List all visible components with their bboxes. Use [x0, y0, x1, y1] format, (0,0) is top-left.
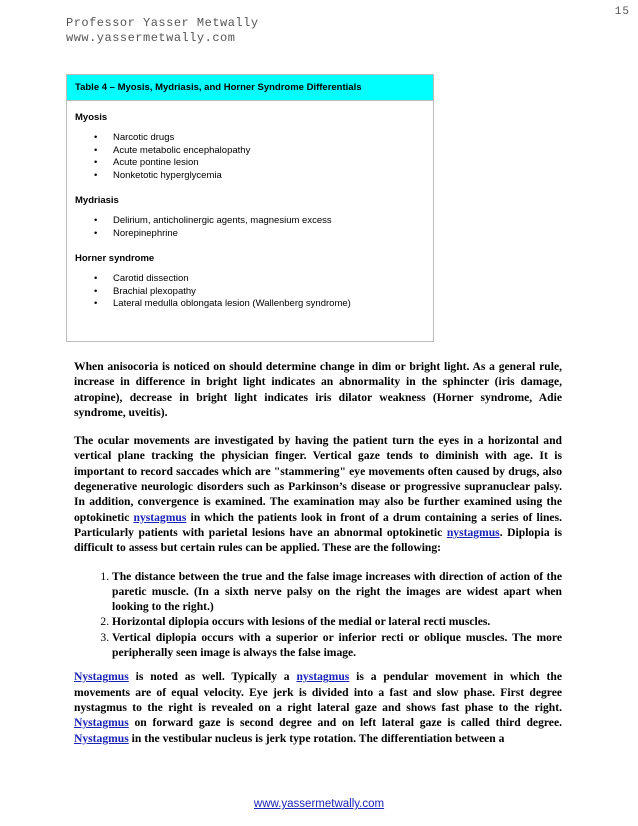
text-span: on forward gaze is second degree and on left lateral gaze is called third degree.: [128, 716, 562, 730]
text-span: The ocular movements are investigated by having the patient turn the eyes in a horizontal and vertical plane tracking the physician finger. Vertical gaze tends to diminish with age. It is important to record saccades which are "stammering" eye movements often caused by drugs, also degenerative neurologic disorders such as Parkinson’s disease or progressive supranuclear palsy. In addition, convergence is examined. The examination may also be further examined using the optokinetic: [74, 434, 562, 524]
paragraph-nystagmus: [74, 669, 562, 745]
nystagmus-link[interactable]: Nystagmus: [74, 716, 129, 730]
table-section-heading-mydriasis: Mydriasis: [75, 195, 119, 206]
list-item: • Norepinephrine: [94, 228, 433, 241]
nystagmus-link[interactable]: nystagmus: [296, 670, 350, 684]
page-header: [66, 16, 259, 46]
table-section-heading-horner: Horner syndrome: [75, 253, 155, 264]
horner-list: [67, 273, 433, 311]
list-item: • Narcotic drugs: [94, 132, 433, 145]
differentials-table: [66, 74, 434, 342]
list-item: • Acute pontine lesion: [94, 157, 433, 170]
table-title: Table 4 – Myosis, Mydriasis, and Horner Syndrome Differentials: [67, 75, 433, 101]
myosis-list: [67, 132, 433, 182]
list-item: • Brachial plexopathy: [94, 286, 433, 299]
text-span: is a pendular movement in which the movements are of equal velocity. Eye jerk is divided into a fast and slow phase. First degree nystagmus to the right is revealed on a right lateral gaze and shows fast phase to the right.: [74, 670, 562, 714]
header-author: Professor Yasser Metwally: [66, 16, 259, 30]
list-item: • Nonketotic hyperglycemia: [94, 170, 433, 183]
list-item: • Acute metabolic encephalopathy: [94, 145, 433, 158]
nystagmus-link[interactable]: nystagmus: [446, 525, 500, 539]
diplopia-rules-list: [74, 569, 562, 661]
page-footer: [0, 798, 638, 810]
table-section-heading-myosis: Myosis: [75, 112, 108, 123]
text-span: in the vestibular nucleus is jerk type rotation. The differentiation between a: [128, 731, 505, 745]
nystagmus-link[interactable]: Nystagmus: [74, 731, 129, 745]
header-website: www.yassermetwally.com: [66, 31, 236, 45]
footer-website-link[interactable]: www.yassermetwally.com: [253, 798, 385, 810]
nystagmus-link[interactable]: Nystagmus: [74, 670, 129, 684]
mydriasis-list: [67, 215, 433, 240]
text-span: in which the patients look in front of a drum containing a series of lines. Particularly patients with parietal lesions have an abnormal optokinetic: [74, 510, 562, 539]
article-body: [74, 359, 562, 759]
list-item: • Lateral medulla oblongata lesion (Wallenberg syndrome): [94, 298, 433, 311]
list-item: • Carotid dissection: [94, 273, 433, 286]
list-item: 3. Vertical diplopia occurs with a superior or inferior recti or oblique muscles. The more peripherally seen image is always the false image.: [112, 630, 562, 661]
paragraph-ocular-movements: [74, 433, 562, 555]
text-span: is noted as well. Typically a: [128, 670, 297, 684]
list-item: • Delirium, anticholinergic agents, magnesium excess: [94, 215, 433, 228]
list-item: 2. Horizontal diplopia occurs with lesions of the medial or lateral recti muscles.: [112, 614, 562, 629]
paragraph-anisocoria: When anisocoria is noticed on should determine change in dim or bright light. As a general rule, increase in difference in bright light indicates an abnormality in the sphincter (iris damage, atropine), decrease in bright light indicates iris dilator weakness (Horner syndrome, Adie syndrome, uveitis).: [74, 360, 562, 419]
list-item: 1. The distance between the true and the false image increases with direction of action of the paretic muscle. (In a sixth nerve palsy on the right the images are widest apart when looking to the right.): [112, 569, 562, 615]
nystagmus-link[interactable]: nystagmus: [133, 510, 187, 524]
page-number: 15: [614, 6, 630, 18]
text-span: . Diplopia is difficult to assess but certain rules can be applied. These are the following:: [74, 525, 562, 555]
